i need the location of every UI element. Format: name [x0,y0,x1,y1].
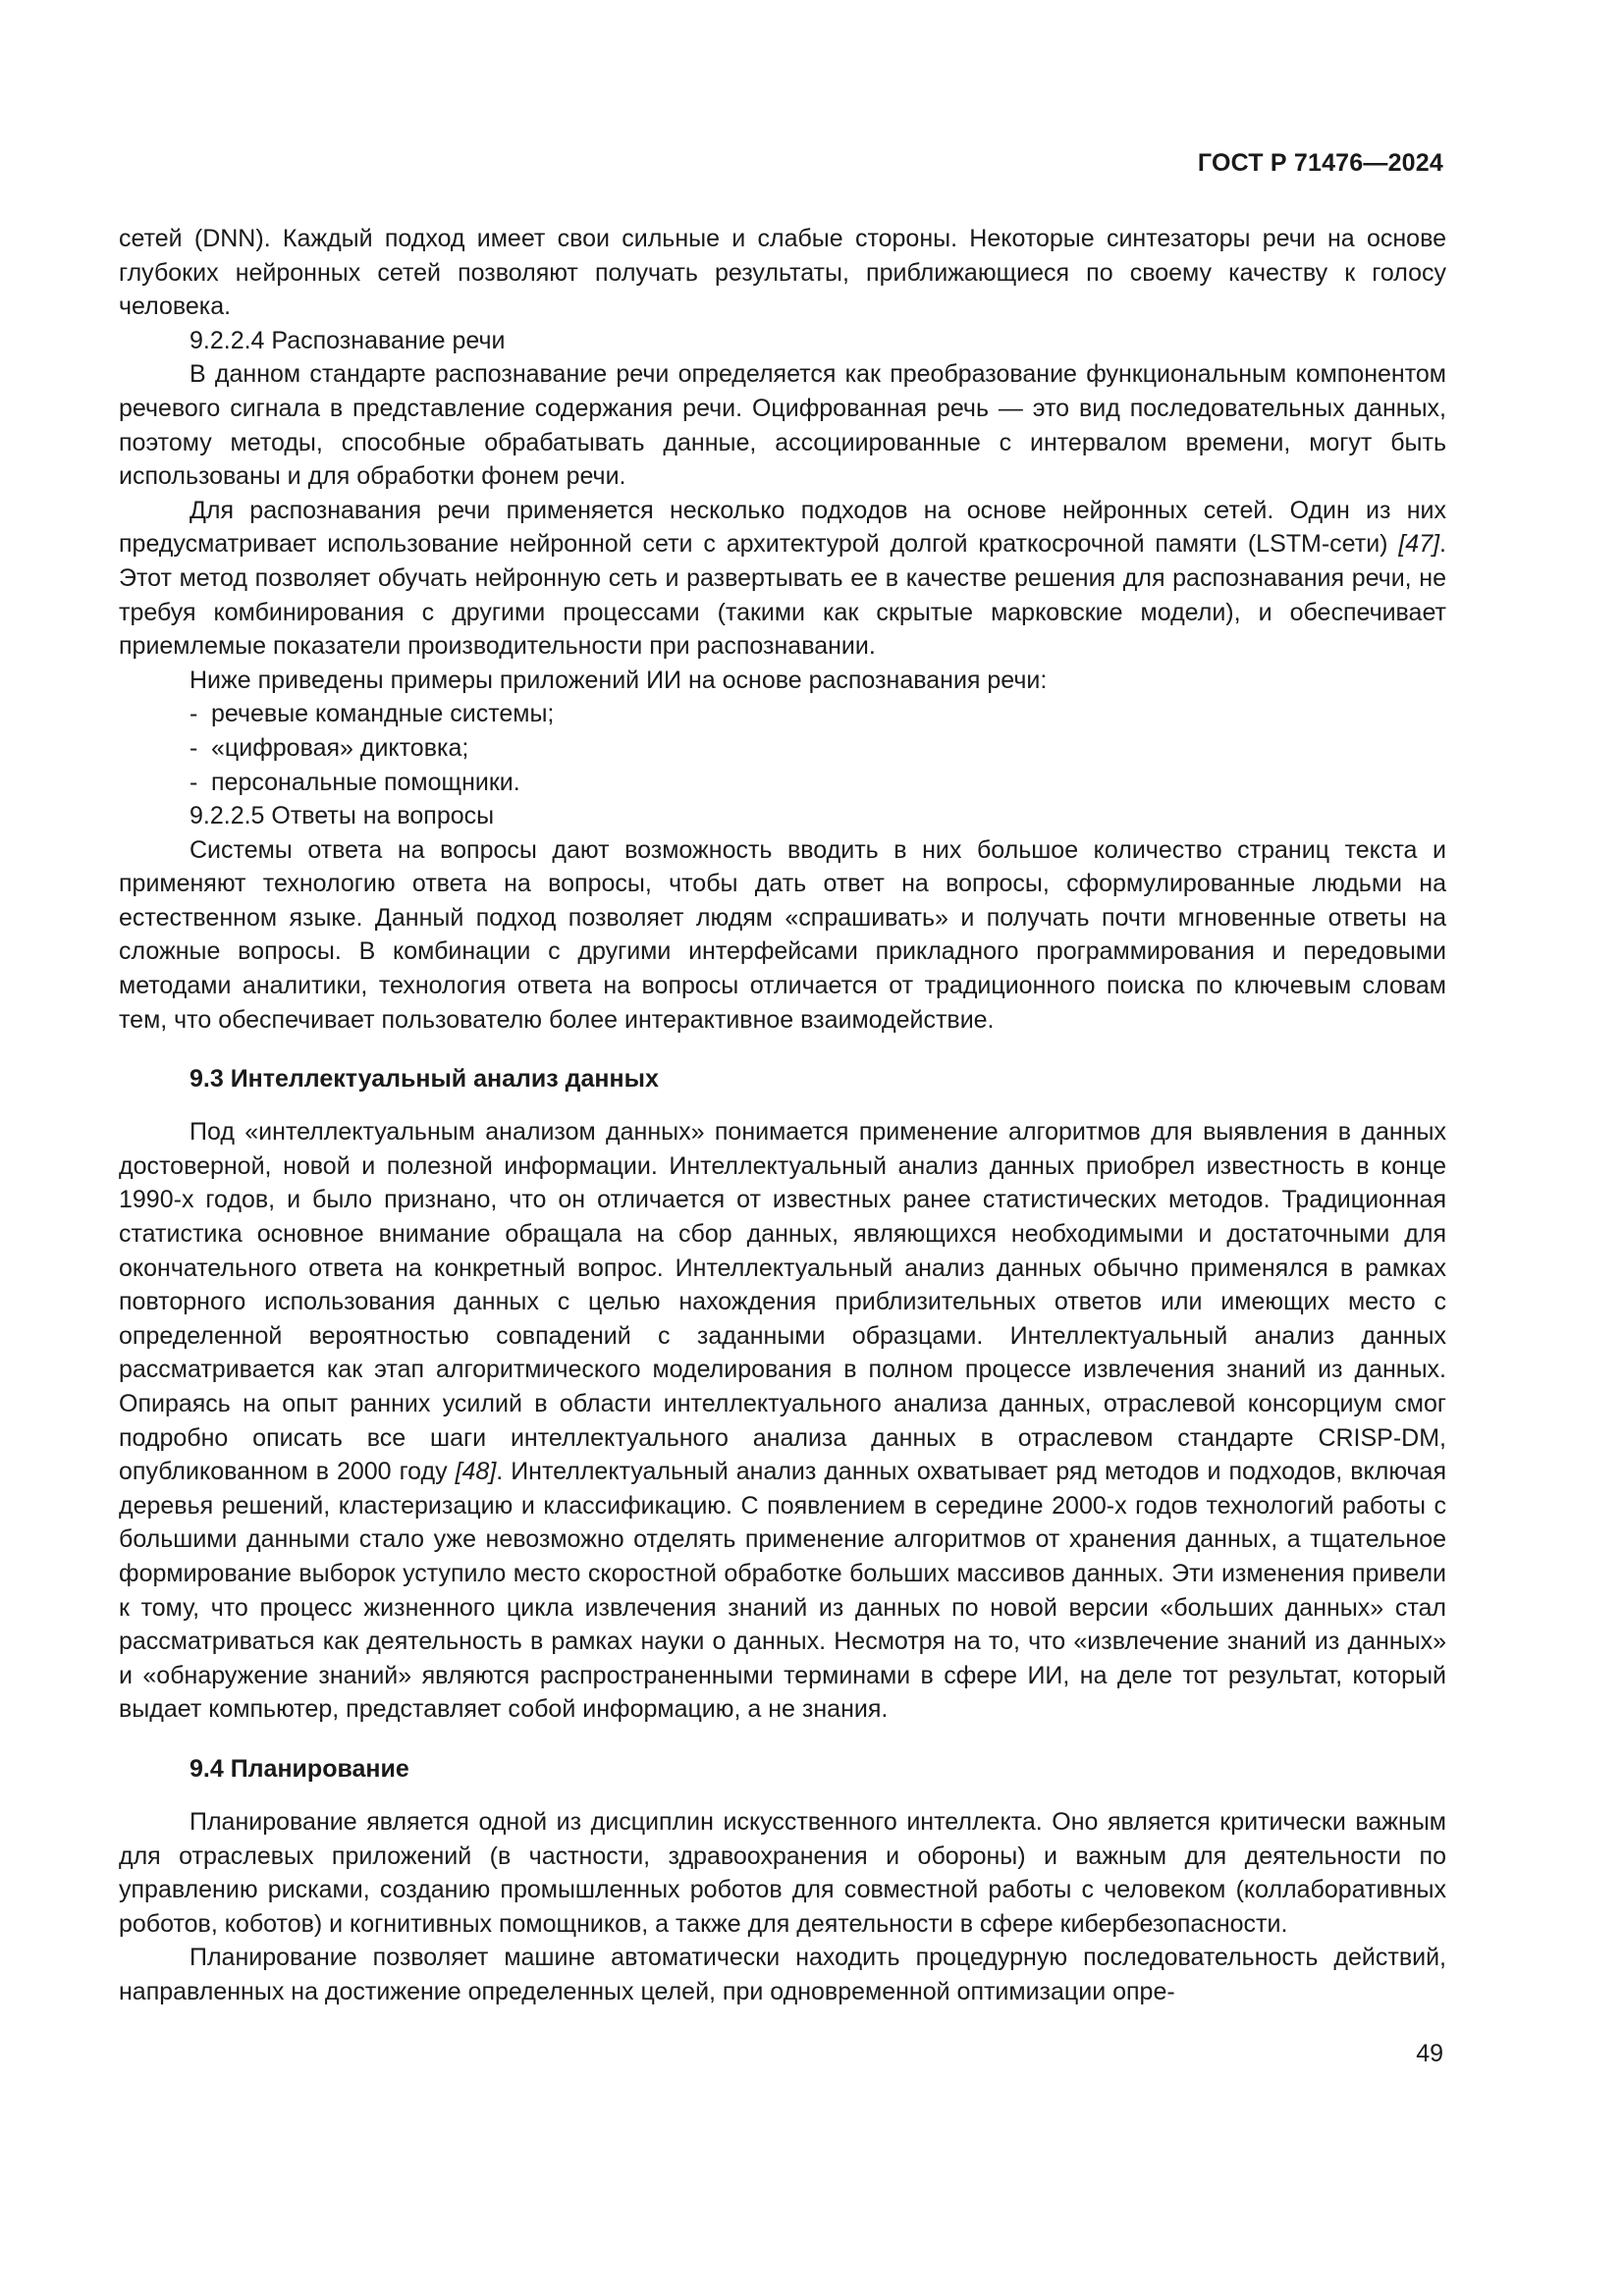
paragraph-lstm [119,494,1446,664]
list-item [189,697,1446,731]
paragraph-data-mining-text-2: . Интеллектуальный анализ данных охватывает ряд методов и подходов, включая деревья решений, кластеризацию и классификацию. С появлением в середине 2000-х годов технологий работы с большими данными стало уже невозможно отделять применение алгоритмов от хранения данных, а тщательное формирование выборок уступило место скоростной обработке больших массивов данных. Эти изменения привели к тому, что процесс жизненного цикла извлечения знаний из данных по новой версии «больших данных» стал рассматриваться как деятельность в рамках науки о данных. Несмотря на то, что «извлечение знаний из данных» и «обнаружение знаний» являются распространенными терминами в сфере ИИ, на деле тот результат, который выдает компьютер, представляет собой информацию, а не знания. [119,1458,1446,1724]
page-body [119,222,1446,2009]
running-header-doc-id: ГОСТ Р 71476—2024 [1197,149,1443,177]
paragraph-examples-intro: Ниже приведены примеры приложений ИИ на основе распознавания речи: [189,666,1048,694]
paragraph-planning-1: Планирование является одной из дисциплин искусственного интеллекта. Оно является критически важным для отраслевых приложений (в частности, здравоохранения и обороны) и важным для деятельности по управлению рисками, созданию промышленных роботов для совместной работы с человеком (коллаборативных роботов, коботов) и когнитивных помощников, а также для деятельности в сфере кибербезопасности. [119,1807,1446,1938]
examples-list [119,697,1446,799]
paragraph-speech-recognition-definition: В данном стандарте распознавание речи определяется как преобразование функциональным компонентом речевого сигнала в представление содержания речи. Оцифрованная речь — это вид последовательных данных, поэтому методы, способные обрабатывать данные, ассоциированные с интервалом времени, могут быть использованы и для обработки фонем речи. [119,360,1446,491]
paragraph-data-mining [119,1115,1446,1727]
paragraph-planning-2: Планирование позволяет машине автоматически находить процедурную последовательность действий, направленных на достижение определенных целей, при одновременной оптимизации опре- [119,1944,1446,2005]
paragraph-lstm-text-2: . Этот метод позволяет обучать нейронную сеть и развертывать ее в качестве решения для распознавания речи, не требуя комбинирования с другими процессами (такими как скрытые марковские модели), и обеспечивает приемлемые показатели производительности при распознавании. [119,530,1446,661]
clause-heading-9-2-2-5: 9.2.2.5 Ответы на вопросы [189,802,495,830]
list-item [189,766,1446,800]
paragraph-dnn-continuation: сетей (DNN). Каждый подход имеет свои сильные и слабые стороны. Некоторые синтезаторы речи на основе глубоких нейронных сетей позволяют получать результаты, приближающиеся по своему качеству к голосу человека. [119,225,1446,321]
bibliography-ref-47: [47] [1398,530,1440,559]
list-dash: - [189,700,198,728]
list-item-text: персональные помощники. [211,768,520,796]
list-dash: - [189,768,198,796]
list-item [189,731,1446,766]
paragraph-question-answering: Системы ответа на вопросы дают возможность вводить в них большое количество страниц текста и применяют технологию ответа на вопросы, чтобы дать ответ на вопросы, сформулированные людьми на естественном языке. Данный подход позволяет людям «спрашивать» и получать почти мгновенные ответы на сложные вопросы. В комбинации с другими интерфейсами прикладного программирования и передовыми методами аналитики, технология ответа на вопросы отличается от традиционного поиска по ключевым словам тем, что обеспечивает пользователю более интерактивное взаимодействие. [119,835,1446,1034]
list-item-text: «цифровая» диктовка; [211,733,469,762]
list-item-text: речевые командные системы; [211,700,555,728]
list-dash: - [189,733,198,762]
section-heading-9-4: 9.4 Планирование [189,1754,409,1783]
section-heading-9-3: 9.3 Интеллектуальный анализ данных [189,1065,659,1094]
clause-heading-9-2-2-4: 9.2.2.4 Распознавание речи [189,326,506,354]
page-number: 49 [1416,2040,1443,2067]
paragraph-data-mining-text-1: Под «интеллектуальным анализом данных» понимается применение алгоритмов для выявления в данных достоверной, новой и полезной информации. Интеллектуальный анализ данных приобрел известность в конце 1990-х годов, и было признано, что он отличается от известных ранее статистических методов. Традиционная статистика основное внимание обращала на сбор данных, являющихся необходимыми и достаточными для окончательного ответа на конкретный вопрос. Интеллектуальный анализ данных обычно применялся в рамках повторного использования данных с целью нахождения приблизительных ответов или имеющих место с определенной вероятностью совпадений с заданными образцами. Интеллектуальный анализ данных рассматривается как этап алгоритмического моделирования в полном процессе извлечения знаний из данных. Опираясь на опыт ранних усилий в области интеллектуального анализа данных, отраслевой консорциум смог подробно описать все шаги интеллектуального анализа данных в отраслевом стандарте CRISP-DM, опубликованном в 2000 году [119,1118,1446,1486]
bibliography-ref-48: [48] [455,1458,497,1486]
paragraph-lstm-text-1: Для распознавания речи применяется несколько подходов на основе нейронных сетей. Один из них предусматривает использование нейронной сети с архитектурой долгой краткосрочной памяти (LSTM-сети) [119,496,1446,559]
